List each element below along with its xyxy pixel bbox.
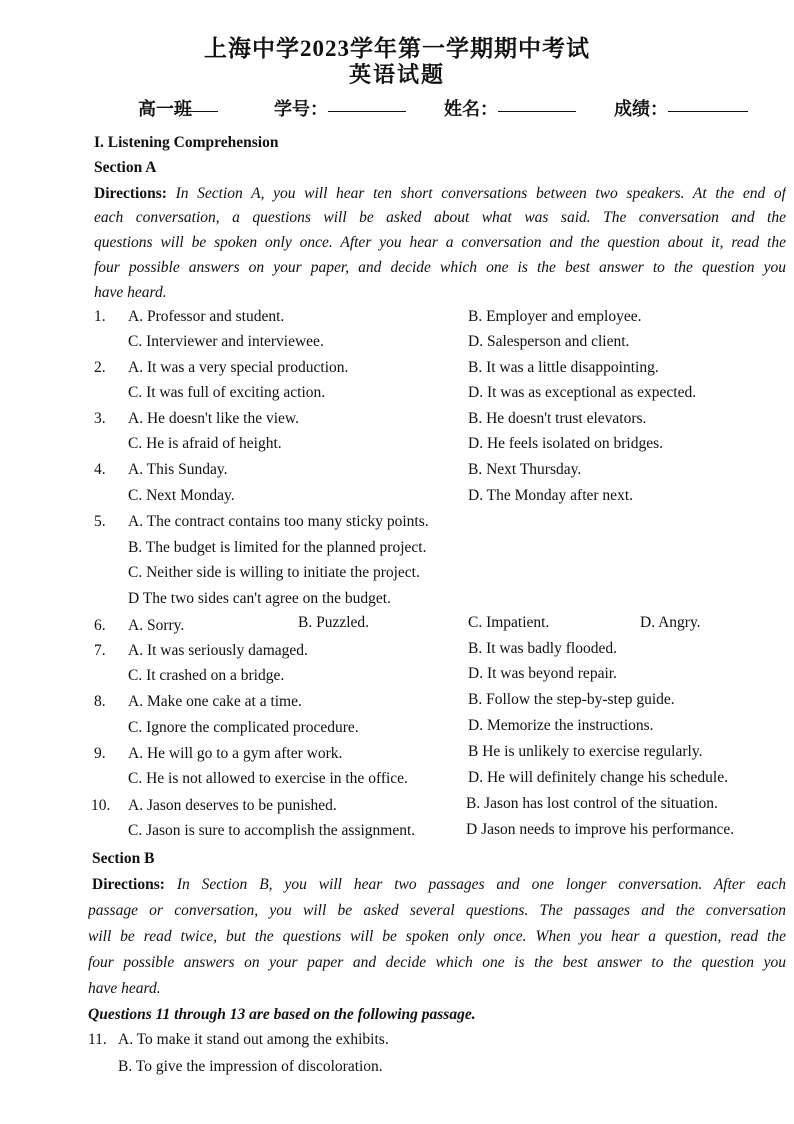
question-number: 4. <box>94 461 106 478</box>
option-b: B He is unlikely to exercise regularly. <box>468 743 703 760</box>
question-number: 6. <box>94 617 106 634</box>
section-a-directions-line-4: four possible answers on your paper, and decide which one is the best answer to the question you <box>94 259 786 276</box>
student-info-row <box>138 95 778 121</box>
question-number: 5. <box>94 513 106 530</box>
section-b-directions-line-4: four possible answers on your paper and decide which one is the best answer to the question you <box>88 954 786 971</box>
option-c: C. He is afraid of height. <box>128 435 282 452</box>
option-b: B. He doesn't trust elevators. <box>468 410 647 427</box>
class-field: 高一 班 <box>138 95 192 121</box>
student-id-blank <box>328 95 406 112</box>
option-b: B. It was badly flooded. <box>468 640 617 657</box>
option-d: D. He feels isolated on bridges. <box>468 435 663 452</box>
option-c: C. Impatient. <box>468 614 550 631</box>
section-a-directions-line-1: Directions: In Section A, you will hear ten short conversations between two speakers. At the end of <box>94 185 786 202</box>
section-b-directions-line-5: have heard. <box>88 980 161 997</box>
section-b-directions-line-1: Directions: In Section B, you will hear two passages and one longer conversation. After each <box>92 876 786 893</box>
option-b: B. Follow the step-by-step guide. <box>468 691 675 708</box>
option-a: A. It was a very special production. <box>128 359 349 376</box>
option-c: C. Neither side is willing to initiate the project. <box>128 564 420 581</box>
option-b: B. Employer and employee. <box>468 308 642 325</box>
question-number: 9. <box>94 745 106 762</box>
option-b: B. Puzzled. <box>298 614 370 631</box>
question-number: 10. <box>91 797 111 814</box>
question-number: 3. <box>94 410 106 427</box>
question-number: 7. <box>94 642 106 659</box>
exam-title: 上海中学2023学年第一学期期中考试 <box>204 36 590 61</box>
option-b: B. Next Thursday. <box>468 461 582 478</box>
option-a: A. Jason deserves to be punished. <box>128 797 337 814</box>
part1-heading: I. Listening Comprehension <box>94 134 279 151</box>
section-a-directions-line-3: questions will be spoken only once. After you hear a conversation and the question about it, read the <box>94 234 786 251</box>
section-a-directions-line-2: each conversation, a questions will be asked about what was said. The conversation and the <box>94 209 786 226</box>
option-d: D. He will definitely change his schedule. <box>468 769 728 786</box>
question-number: 2. <box>94 359 106 376</box>
option-b: B. To give the impression of discoloration. <box>118 1058 383 1075</box>
student-id-field: 学号： <box>274 95 328 121</box>
option-c: C. Next Monday. <box>128 487 235 504</box>
question-number: 1. <box>94 308 106 325</box>
option-d: D. It was as exceptional as expected. <box>468 384 697 401</box>
question-number: 11. <box>88 1031 107 1048</box>
option-c: C. Interviewer and interviewee. <box>128 333 324 350</box>
question-group-note: Questions 11 through 13 are based on the following passage. <box>88 1006 476 1023</box>
question-number: 8. <box>94 693 106 710</box>
option-b: B. The budget is limited for the planned project. <box>128 539 427 556</box>
section-b-directions-line-2: passage or conversation, you will be asked several questions. The passages and the conversation <box>88 902 786 919</box>
option-d: D Jason needs to improve his performance. <box>466 821 735 838</box>
score-field: 成绩： <box>614 95 668 121</box>
option-a: A. It was seriously damaged. <box>128 642 308 659</box>
option-d: D. The Monday after next. <box>468 487 633 504</box>
section-b-heading: Section B <box>92 850 155 867</box>
option-a: A. To make it stand out among the exhibits. <box>118 1031 389 1048</box>
class-blank <box>174 95 218 112</box>
option-d: D. Angry. <box>640 614 701 631</box>
option-b: B. It was a little disappointing. <box>468 359 659 376</box>
name-field: 姓名： <box>444 95 498 121</box>
option-a: A. Professor and student. <box>128 308 285 325</box>
section-b-directions-line-3: will be read twice, but the questions will be spoken only once. When you hear a question, read the <box>88 928 786 945</box>
section-a-directions-line-5: have heard. <box>94 284 167 301</box>
option-d: D The two sides can't agree on the budget. <box>128 590 391 607</box>
option-c: C. Ignore the complicated procedure. <box>128 719 359 736</box>
option-c: C. Jason is sure to accomplish the assignment. <box>128 822 416 839</box>
option-a: A. Make one cake at a time. <box>128 693 302 710</box>
option-d: D. Memorize the instructions. <box>468 717 654 734</box>
option-d: D. Salesperson and client. <box>468 333 630 350</box>
option-b: B. Jason has lost control of the situation. <box>466 795 718 812</box>
option-d: D. It was beyond repair. <box>468 665 617 682</box>
option-c: C. It crashed on a bridge. <box>128 667 285 684</box>
exam-subtitle: 英语试题 <box>348 62 445 87</box>
option-c: C. He is not allowed to exercise in the office. <box>128 770 408 787</box>
score-blank <box>668 95 748 112</box>
option-a: A. The contract contains too many sticky points. <box>128 513 429 530</box>
option-a: A. Sorry. <box>128 617 185 634</box>
section-a-heading: Section A <box>94 159 157 176</box>
option-c: C. It was full of exciting action. <box>128 384 326 401</box>
option-a: A. He will go to a gym after work. <box>128 745 343 762</box>
option-a: A. This Sunday. <box>128 461 228 478</box>
option-a: A. He doesn't like the view. <box>128 410 299 427</box>
name-blank <box>498 95 576 112</box>
